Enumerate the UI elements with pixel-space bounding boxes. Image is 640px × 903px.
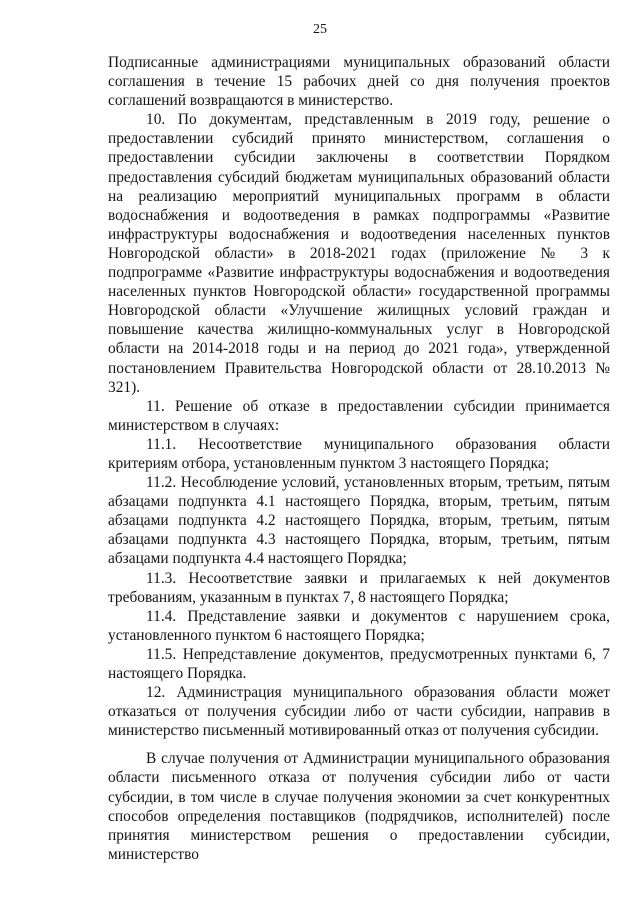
page-number: 25 — [313, 22, 327, 37]
paragraph-12: 12. Администрация муниципального образования области может отказаться от получения субсидии либо от части субсидии, направив в министерство письменный мотивированный отказ от получения субсидии. — [108, 684, 610, 740]
document-body — [108, 53, 610, 864]
paragraph-10: 10. По документам, представленным в 2019 году, решение о предоставлении субсидий принято министерством, соглашения о предоставлении субсидии заключены в соответствии Порядком предоставления субсидий бюджетам муниципальных образований области на реализацию мероприятий муниципальных программ в области водоснабжения и водоотведения в рамках подпрограммы «Развитие инфраструктуры водоснабжения и водоотведения населенных пунктов Новгородской области» в 2018-2021 годах (приложение № 3 к подпрограмме «Развитие инфраструктуры водоснабжения и водоотведения населенных пунктов Новгородской области» государственной программы Новгородской области «Улучшение жилищных условий граждан и повышение качества жилищно-коммунальных услуг в Новгородской области на 2014-2018 годы и на период до 2021 года», утвержденной постановлением Правительства Новгородской области от 28.10.2013 № 321). — [108, 111, 610, 396]
paragraph-11-2: 11.2. Несоблюдение условий, установленных вторым, третьим, пятым абзацами подпункта 4.1 настоящего Порядка, вторым, третьим, пятым абзацами подпункта 4.2 настоящего Порядка, вторым, третьим, пятым абзацами подпункта 4.3 настоящего Порядка, вторым, третьим, пятым абзацами подпункта 4.4 настоящего Порядка; — [108, 474, 610, 568]
paragraph-11-5: 11.5. Непредставление документов, предусмотренных пунктами 6, 7 настоящего Порядка. — [108, 645, 610, 682]
paragraph-11-3: 11.3. Несоответствие заявки и прилагаемых к ней документов требованиям, указанным в пунктах 7, 8 настоящего Порядка; — [108, 569, 610, 606]
paragraph-signed-agreements: Подписанные администрациями муниципальных образований области соглашения в течение 15 рабочих дней со дня получения проектов соглашений возвращаются в министерство. — [108, 54, 610, 110]
paragraph-11-4: 11.4. Представление заявки и документов с нарушением срока, установленного пунктом 6 настоящего Порядка; — [108, 607, 610, 644]
paragraph-11-1: 11.1. Несоответствие муниципального образования области критериям отбора, установленным пунктом 3 настоящего Порядка; — [108, 435, 610, 472]
paragraph-refusal-case: В случае получения от Администрации муниципального образования области письменного отказа от получения субсидии либо от части субсидии, в том числе в случае получения экономии за счет конкурентных способов определения поставщиков (подрядчиков, исполнителей) после принятия министерством решения о предоставлении субсидии, министерство — [108, 750, 610, 863]
paragraph-11: 11. Решение об отказе в предоставлении субсидии принимается министерством в случаях: — [108, 397, 610, 434]
